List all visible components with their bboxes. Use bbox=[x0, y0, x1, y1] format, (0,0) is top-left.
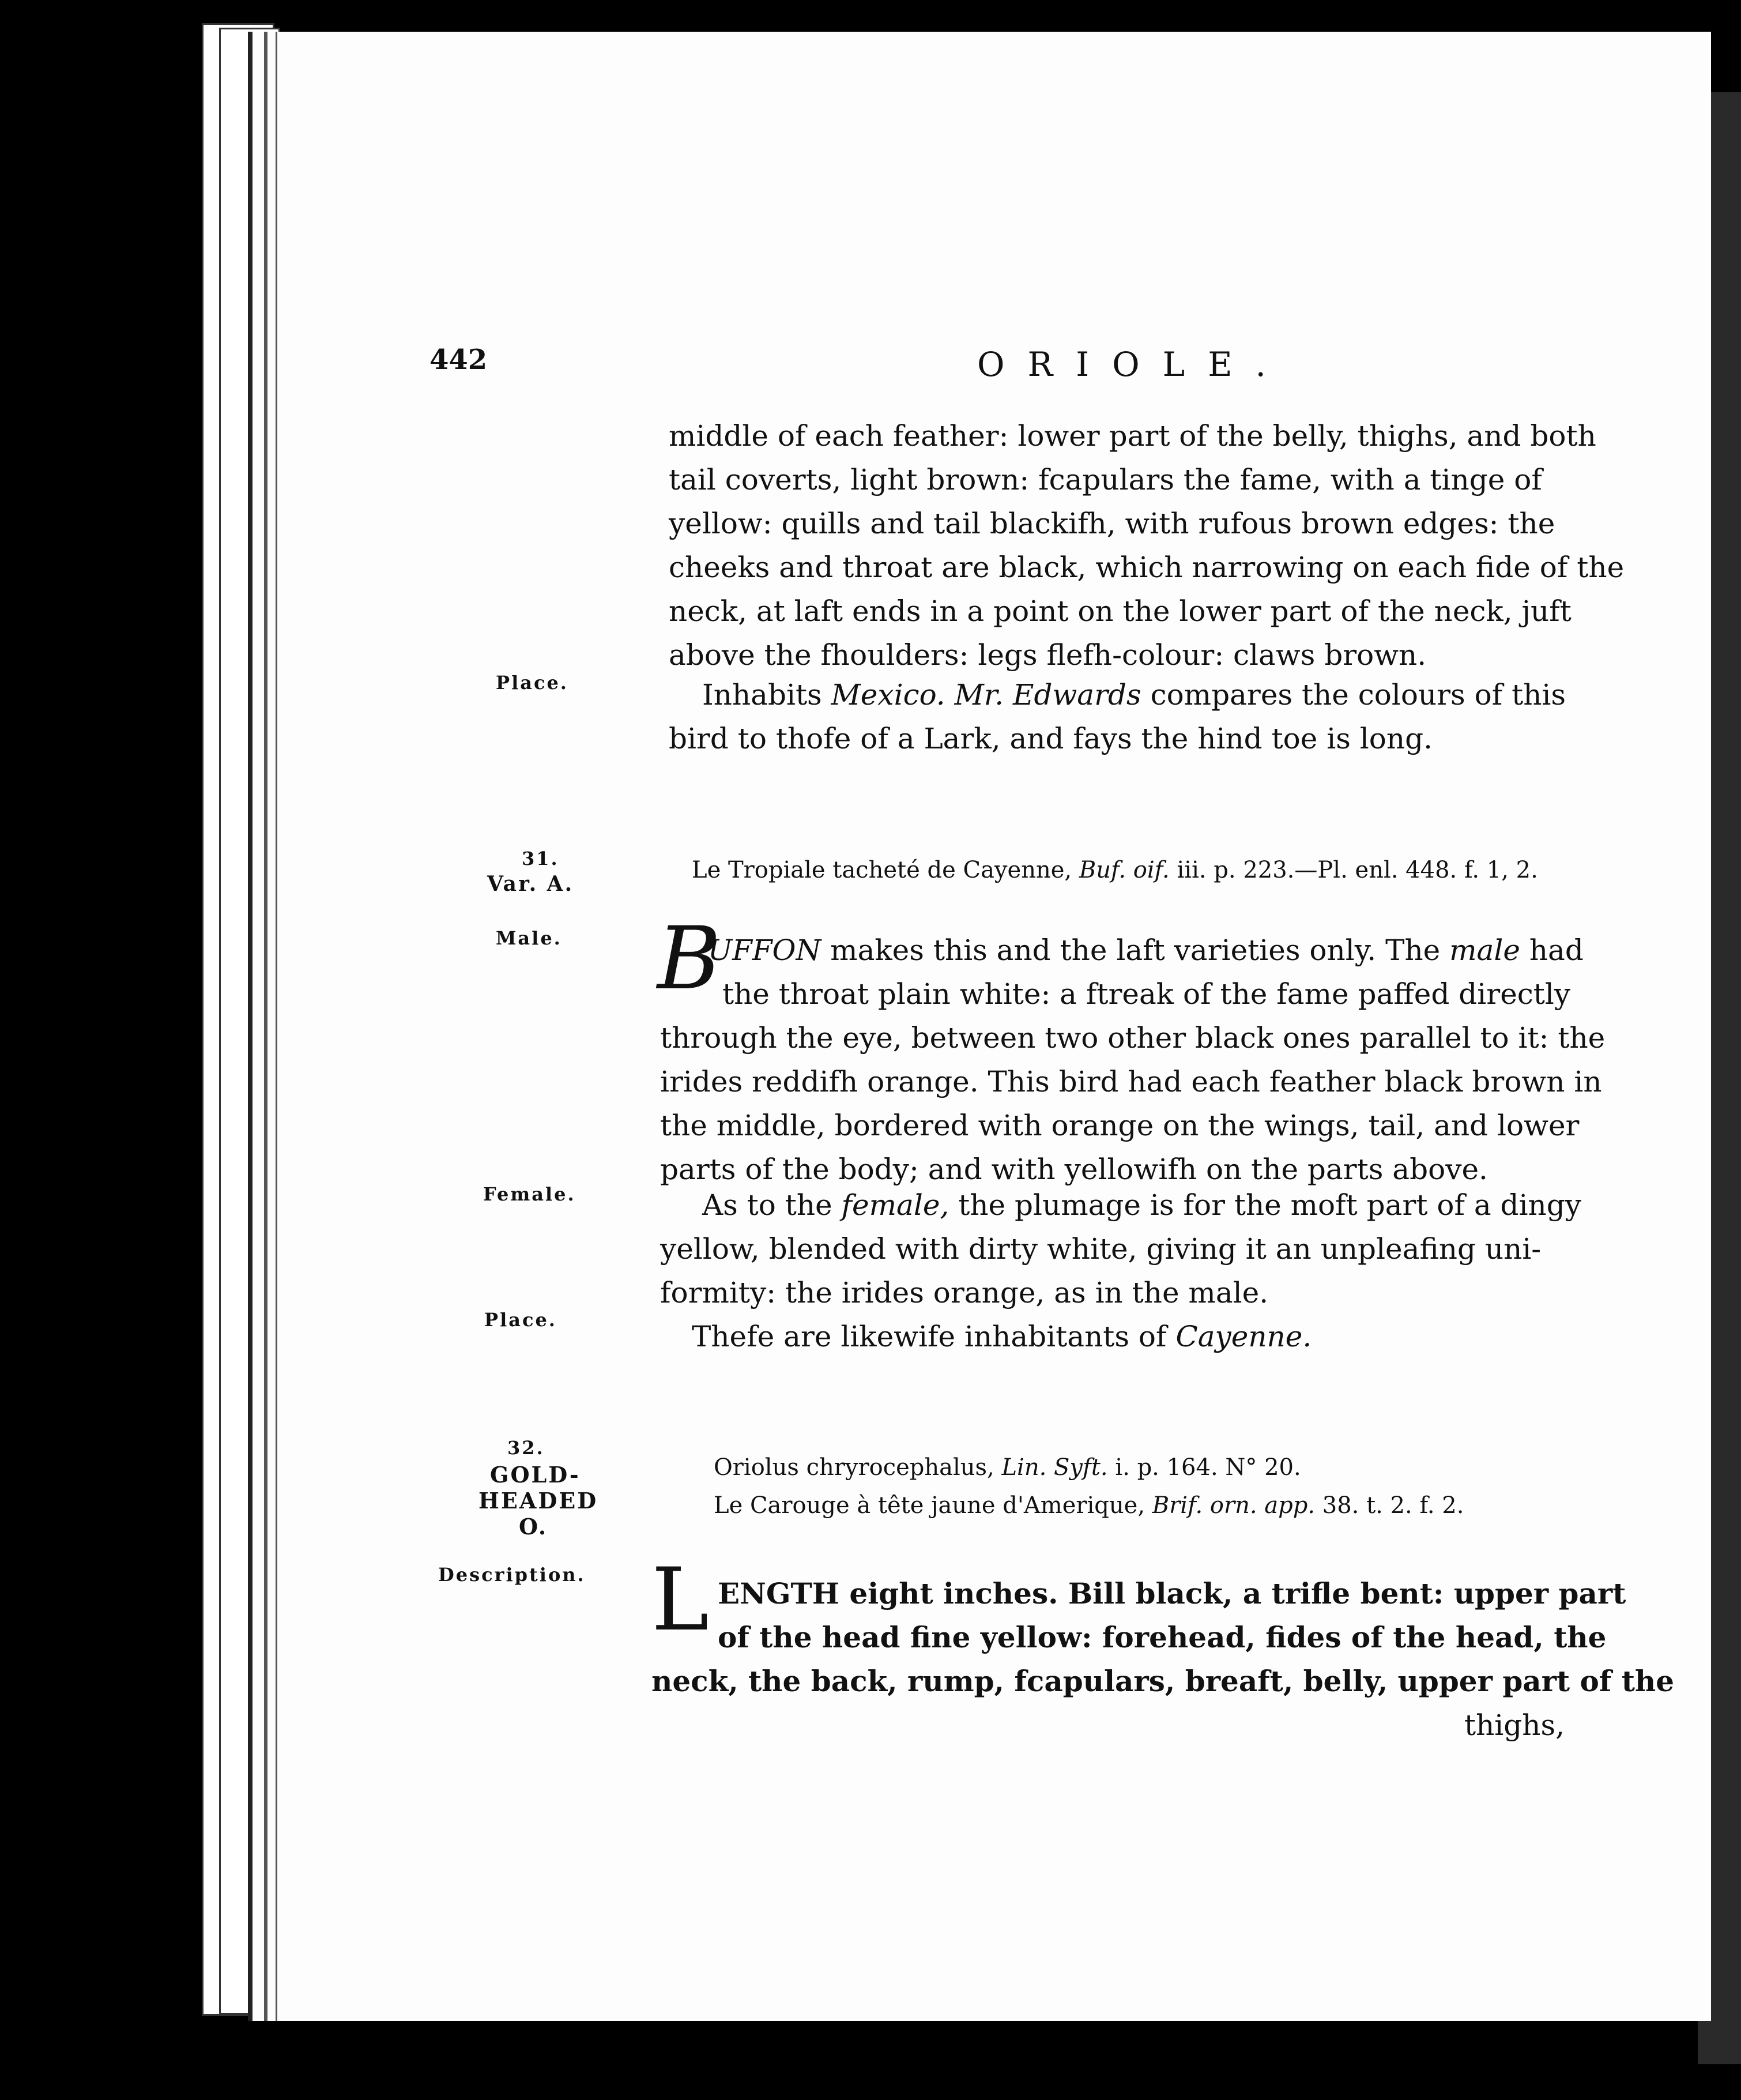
text-line: ENGTH eight inches. Bill black, a trifle bent: upper part bbox=[718, 1576, 1626, 1610]
citation-rest: i. p. 164. N° 20. bbox=[1107, 1454, 1301, 1481]
text-line: the middle, bordered with orange on the wings, tail, and lower bbox=[660, 1109, 1580, 1142]
text-line: formity: the irides orange, as in the male. bbox=[660, 1276, 1269, 1309]
citation-text: Le Carouge à tête jaune d'Amerique, bbox=[714, 1492, 1152, 1519]
margin-note-female: Female. bbox=[483, 1183, 576, 1205]
text-span: As to the bbox=[702, 1188, 842, 1222]
citation-source: Lin. Syft. bbox=[1001, 1454, 1108, 1481]
text-line: of the head fine yellow: forehead, fides of the head, the bbox=[718, 1620, 1607, 1654]
text-line: irides reddifh orange. This bird had each feather black brown in bbox=[660, 1065, 1602, 1098]
margin-note-var-label: Var. A. bbox=[487, 872, 574, 896]
page-gutter-line bbox=[276, 32, 277, 2021]
text-line bbox=[692, 1315, 1312, 1358]
citation bbox=[714, 1454, 1301, 1481]
text-line: yellow, blended with dirty white, giving it an unpleafing uni- bbox=[660, 1232, 1542, 1266]
margin-note-species-name: GOLD- bbox=[490, 1462, 581, 1488]
text-line: bird to thofe of a Lark, and fays the hind toe is long. bbox=[669, 722, 1433, 755]
text-line: parts of the body; and with yellowifh on the parts above. bbox=[660, 1153, 1488, 1186]
text-line: neck, at laft ends in a point on the lower part of the neck, juft bbox=[669, 594, 1572, 628]
margin-note-place: Place. bbox=[484, 1309, 557, 1331]
text-line: yellow: quills and tail blackifh, with rufous brown edges: the bbox=[669, 507, 1555, 540]
margin-note-male: Male. bbox=[496, 927, 562, 949]
drop-cap: L bbox=[651, 1550, 709, 1650]
paragraph-continuation bbox=[669, 414, 1624, 677]
citation bbox=[692, 857, 1538, 883]
text-line: above the fhoulders: legs flefh-colour: claws brown. bbox=[669, 638, 1427, 672]
margin-note-place: Place. bbox=[496, 672, 568, 694]
drop-cap: B bbox=[657, 909, 721, 1009]
citation bbox=[714, 1492, 1464, 1519]
margin-note-species-name: HEADED bbox=[478, 1488, 598, 1514]
citation-rest: 38. t. 2. f. 2. bbox=[1315, 1492, 1464, 1519]
margin-note-description: Description. bbox=[438, 1564, 586, 1586]
text-line: cheeks and throat are black, which narrowing on each fide of the bbox=[669, 551, 1625, 584]
text-span: Thefe are likewife inhabitants of bbox=[692, 1320, 1176, 1353]
margin-note-species-name: O. bbox=[519, 1514, 548, 1540]
margin-note-species-number: 32. bbox=[507, 1437, 545, 1459]
paragraph-lines bbox=[660, 972, 1605, 1191]
text-line: tail coverts, light brown: fcapulars the fame, with a tinge of bbox=[669, 463, 1542, 496]
running-title: ORIOLE. bbox=[977, 345, 1289, 384]
place-name: Mexico. bbox=[831, 678, 945, 712]
text-span: compares the colours of this bbox=[1141, 678, 1566, 712]
catchword: thighs, bbox=[1464, 1708, 1565, 1742]
margin-note-var-number: 31. bbox=[522, 848, 559, 870]
citation-rest: iii. p. 223.—Pl. enl. 448. f. 1, 2. bbox=[1169, 857, 1538, 883]
text-span: the plumage is for the moft part of a dingy bbox=[949, 1188, 1582, 1222]
text-span: Inhabits bbox=[702, 678, 831, 712]
text-line: neck, the back, rump, fcapulars, breaft, belly, upper part of the bbox=[651, 1664, 1675, 1698]
text-line: through the eye, between two other black ones parallel to it: the bbox=[660, 1021, 1606, 1055]
page-number: 442 bbox=[429, 344, 488, 376]
text-line bbox=[702, 1183, 1581, 1227]
person-name: Mr. Edwards bbox=[945, 678, 1141, 712]
emphasis: female, bbox=[841, 1188, 949, 1222]
text-line: middle of each feather: lower part of the belly, thighs, and both bbox=[669, 419, 1596, 453]
citation-text: Le Tropiale tacheté de Cayenne, bbox=[692, 857, 1072, 883]
citation-text: Oriolus chryrocephalus, bbox=[714, 1454, 1002, 1481]
emphasis: male bbox=[1449, 934, 1520, 967]
text-span: UFFON bbox=[708, 934, 821, 967]
text-line: the throat plain white: a ftreak of the fame paffed directly bbox=[722, 977, 1571, 1011]
citation-source: Brif. orn. app. bbox=[1152, 1492, 1316, 1519]
text-line bbox=[702, 673, 1566, 717]
page-gutter-line bbox=[264, 32, 267, 2021]
citation-source: Buf. oif. bbox=[1079, 857, 1170, 883]
place-name: Cayenne. bbox=[1175, 1320, 1312, 1353]
text-line bbox=[708, 928, 1584, 972]
text-span: makes this and the laft varieties only. The bbox=[821, 934, 1450, 967]
text-span: had bbox=[1520, 934, 1584, 967]
